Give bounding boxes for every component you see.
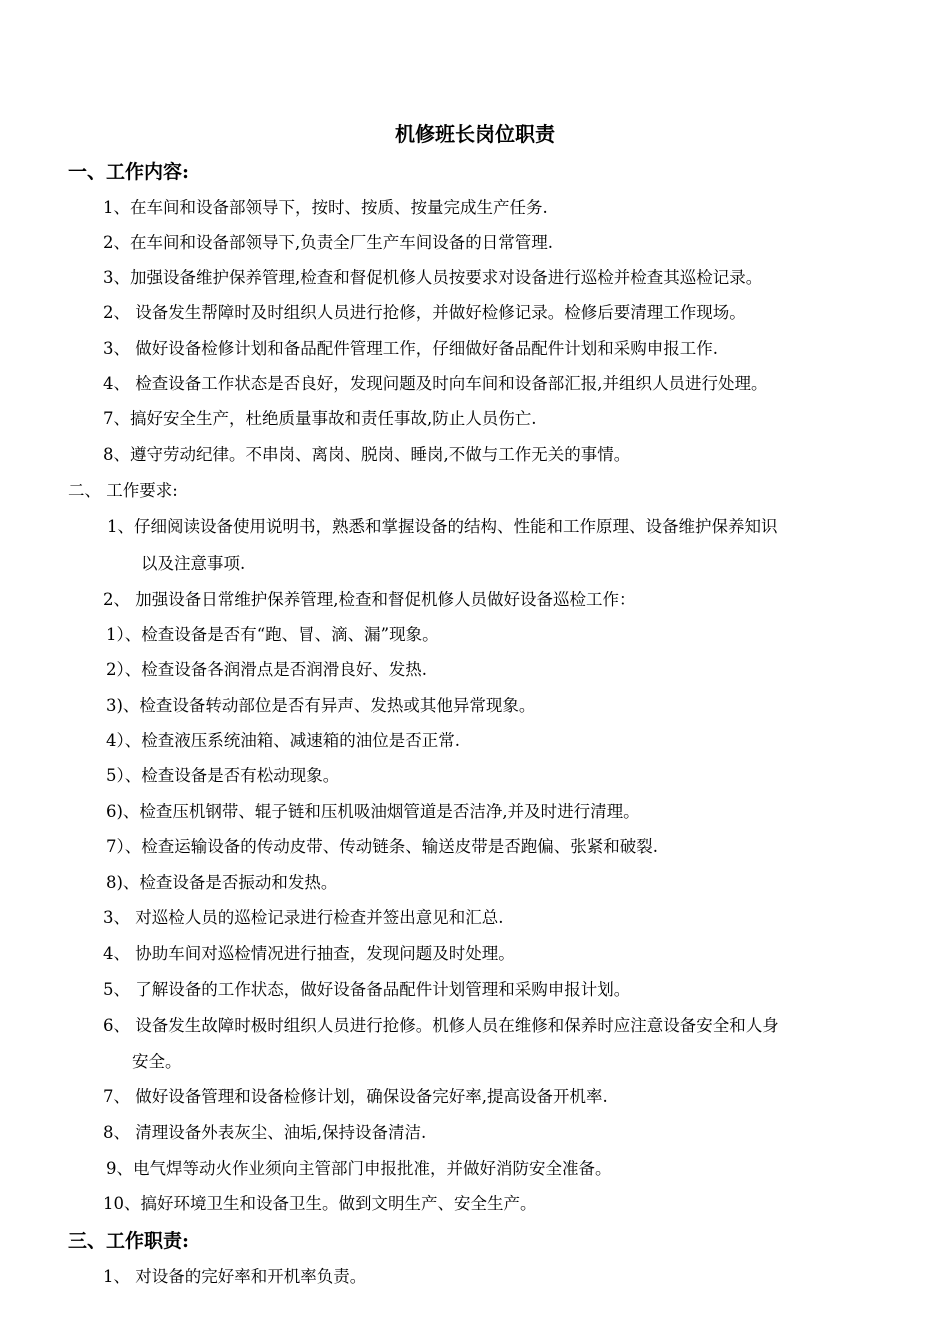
- list-item: 9、电气焊等动火作业须向主管部门申报批准，并做好消防安全准备。: [106, 1159, 612, 1178]
- list-item: 8、 清理设备外表灰尘、油垢,保持设备清洁.: [103, 1123, 427, 1142]
- list-item: 1、在车间和设备部领导下，按时、按质、按量完成生产任务.: [103, 198, 548, 217]
- document-title: 机修班长岗位职责: [395, 122, 555, 146]
- list-item: 6、 设备发生故障时极时组织人员进行抢修。机修人员在维修和保养时应注意设备安全和人身: [103, 1016, 779, 1035]
- list-item: 4、 检查设备工作状态是否良好，发现问题及时向车间和设备部汇报,并组织人员进行处理。: [103, 374, 768, 393]
- list-item: 2、 加强设备日常维护保养管理,检查和督促机修人员做好设备巡检工作：: [103, 590, 636, 609]
- section-heading-work-content: 一、工作内容:: [68, 161, 190, 183]
- list-item: 10、搞好环境卫生和设备卫生。做到文明生产、安全生产。: [103, 1194, 537, 1213]
- list-item: 7、搞好安全生产，杜绝质量事故和责任事故,防止人员伤亡.: [103, 409, 537, 428]
- list-item: 1、 对设备的完好率和开机率负责。: [103, 1267, 367, 1286]
- list-item-continuation: 安全。: [132, 1052, 182, 1071]
- sub-list-item: 2）、检查设备各润滑点是否润滑良好、发热.: [106, 660, 427, 679]
- list-item-continuation: 以及注意事项.: [141, 554, 246, 573]
- sub-list-item: 6)、检查压机钢带、辊子链和压机吸油烟管道是否洁净,并及时进行清理。: [106, 802, 640, 821]
- list-item: 2、 设备发生帮障时及时组织人员进行抢修，并做好检修记录。检修后要清理工作现场。: [103, 303, 746, 322]
- sub-list-item: 3)、检查设备转动部位是否有异声、发热或其他异常现象。: [106, 696, 536, 715]
- list-item: 3、 对巡检人员的巡检记录进行检查并签出意见和汇总.: [103, 908, 504, 927]
- list-item: 4、 协助车间对巡检情况进行抽查，发现问题及时处理。: [103, 944, 515, 963]
- list-item: 5、 了解设备的工作状态，做好设备备品配件计划管理和采购申报计划。: [103, 980, 631, 999]
- list-item: 7、 做好设备管理和设备检修计划，确保设备完好率,提高设备开机率.: [103, 1087, 608, 1106]
- list-item: 8、遵守劳动纪律。不串岗、离岗、脱岗、睡岗,不做与工作无关的事情。: [103, 445, 631, 464]
- section-heading-work-duties: 三、工作职责:: [68, 1230, 190, 1252]
- list-item: 2、在车间和设备部领导下,负责全厂生产车间设备的日常管理.: [103, 233, 553, 252]
- list-item: 3、加强设备维护保养管理,检查和督促机修人员按要求对设备进行巡检并检查其巡检记录。: [103, 268, 763, 287]
- sub-list-item: 5）、检查设备是否有松动现象。: [106, 766, 340, 785]
- sub-list-item: 8)、检查设备是否振动和发热。: [106, 873, 338, 892]
- sub-list-item: 7）、检查运输设备的传动皮带、传动链条、输送皮带是否跑偏、张紧和破裂.: [106, 837, 658, 856]
- section-heading-work-requirements: 二、 工作要求:: [68, 481, 178, 500]
- list-item: 3、 做好设备检修计划和备品配件管理工作，仔细做好备品配件计划和采购申报工作.: [103, 339, 718, 358]
- list-item: 1、仔细阅读设备使用说明书，熟悉和掌握设备的结构、性能和工作原理、设备维护保养知识: [107, 517, 778, 536]
- sub-list-item: 4）、检查液压系统油箱、减速箱的油位是否正常.: [106, 731, 460, 750]
- sub-list-item: 1）、检查设备是否有“跑、冒、滴、漏”现象。: [106, 625, 439, 644]
